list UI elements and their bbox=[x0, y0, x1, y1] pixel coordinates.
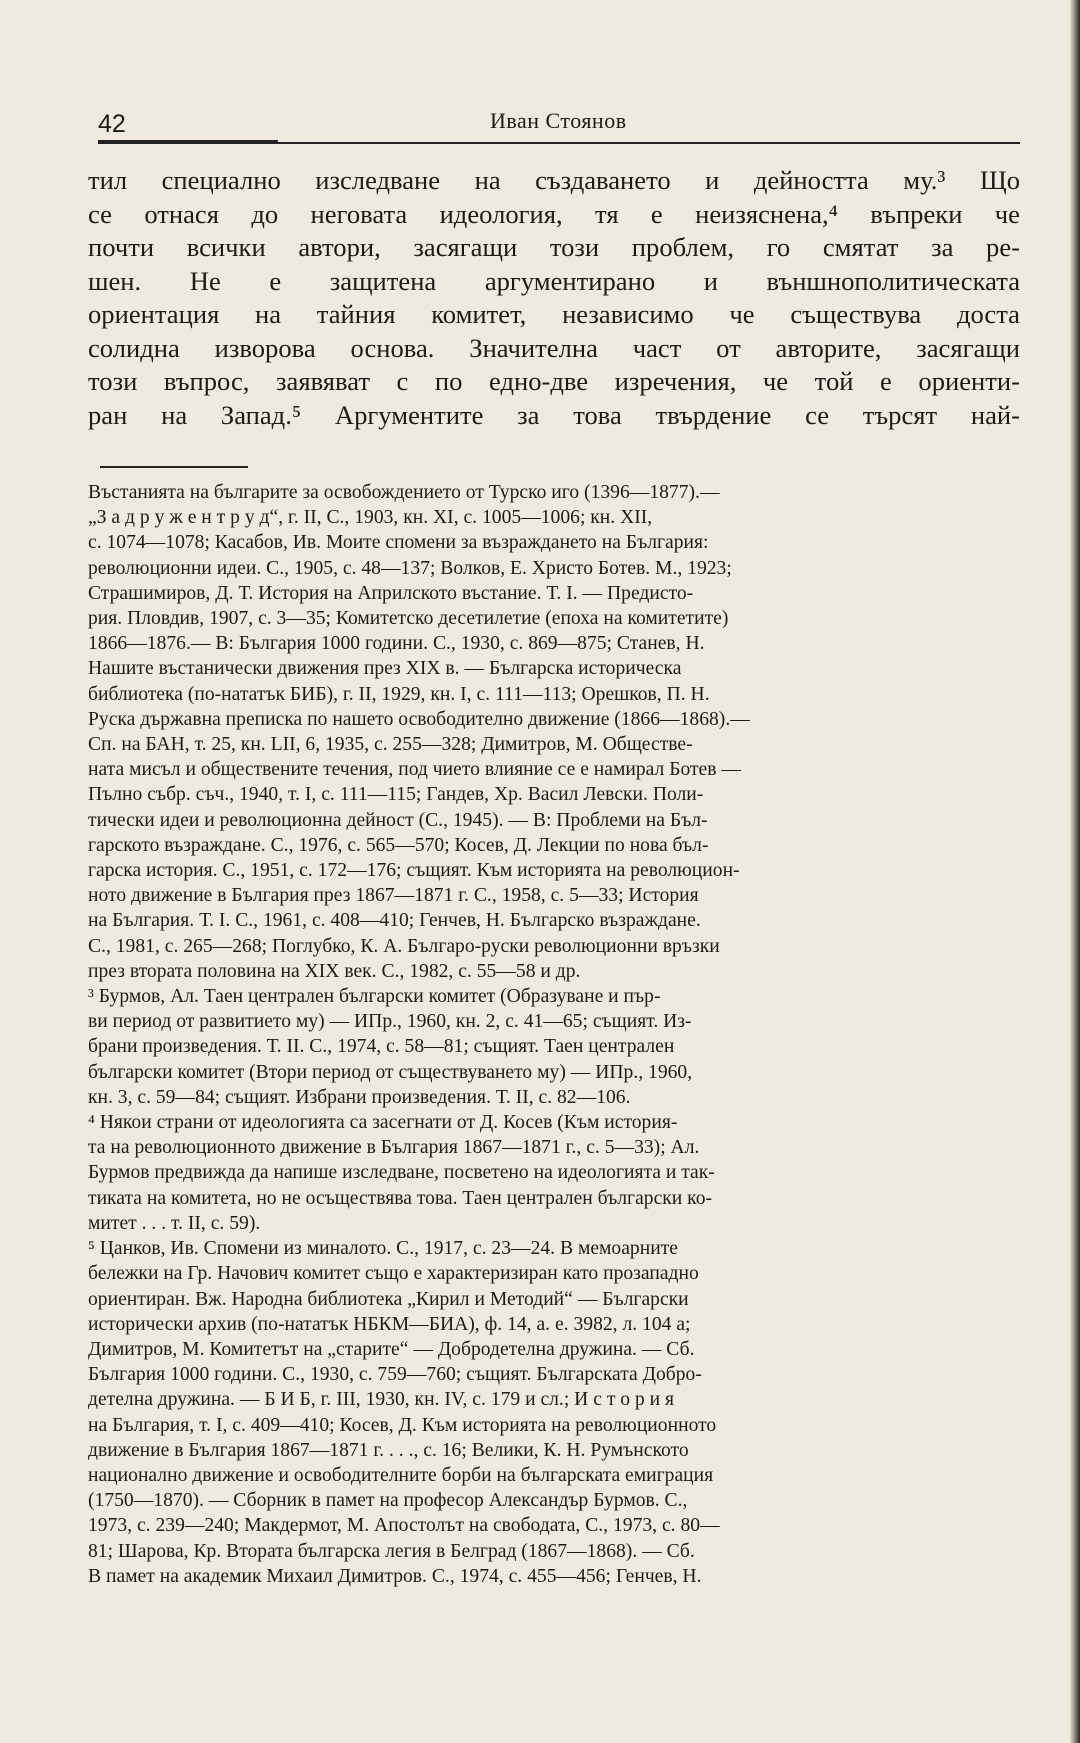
footnote-line: 81; Шарова, Кр. Втората българска легия в Белград (1867—1868). — Сб. bbox=[88, 1540, 695, 1562]
footnote-line: брани произведения. Т. II. С., 1974, с. 58—81; същият. Таен централен bbox=[88, 1036, 675, 1058]
footnote-line: ната мисъл и обществените течения, под чието влияние се е намирал Ботев — bbox=[88, 759, 741, 781]
footnote-line: (1750—1870). — Сборник в памет на професор Александър Бурмов. С., bbox=[88, 1490, 688, 1512]
body-line: шен. Не е защитена аргументирано и външнополитическата bbox=[88, 265, 1020, 296]
footnote-line: тически идеи и революционна дейност (С., 1945). — В: Проблеми на Бъл- bbox=[88, 809, 708, 831]
footnote-line: на България. Т. I. С., 1961, с. 408—410; Генчев, Н. Българско възраждане. bbox=[88, 910, 701, 932]
body-line: тил специално изследване на създаването и дейността му.³ Що bbox=[88, 165, 1020, 195]
footnote-line: библиотека (по-нататък БИБ), г. II, 1929, кн. I, с. 111—113; Орешков, П. Н. bbox=[88, 683, 710, 705]
footnote-line: ориентиран. Вж. Народна библиотека „Кирил и Методий“ — Български bbox=[88, 1288, 689, 1310]
footnote-line: гарска история. С., 1951, с. 172—176; същият. Към историята на революцион- bbox=[88, 860, 740, 882]
page-header bbox=[98, 100, 1020, 140]
body-line: ориентация на тайния комитет, независимо че съществува доста bbox=[88, 299, 1020, 329]
footnote-line: тиката на комитета, но не осъществява това. Таен централен български ко- bbox=[88, 1187, 713, 1209]
footnote-line: кн. 3, с. 59—84; същият. Избрани произведения. Т. II, с. 82—106. bbox=[88, 1086, 631, 1108]
page-edge-shadow bbox=[1070, 0, 1080, 1743]
footnote-line: ното движение в България през 1867—1871 г. С., 1958, с. 5—33; История bbox=[88, 885, 699, 907]
footnote-line: 1973, с. 239—240; Макдермот, М. Апостолът на свободата, С., 1973, с. 80— bbox=[88, 1515, 720, 1537]
footnote-line: рия. Пловдив, 1907, с. 3—35; Комитетско десетилетие (епоха на комитетите) bbox=[88, 608, 729, 630]
footnote-line: С., 1981, с. 265—268; Поглубко, К. А. Българо-руски революционни връзки bbox=[88, 935, 720, 957]
body-line: солидна изворова основа. Значителна част от авторите, засягащи bbox=[88, 332, 1020, 363]
footnote-line: ⁵ Цанков, Ив. Спомени из миналото. С., 1917, с. 23—24. В мемоарните bbox=[88, 1238, 678, 1260]
footnote-line: митет . . . т. II, с. 59). bbox=[88, 1212, 261, 1234]
footnote-line: България 1000 години. С., 1930, с. 759—760; същият. Българската Добро- bbox=[88, 1364, 702, 1386]
body-line: ран на Запад.⁵ Аргументите за това твърдение се търсят най- bbox=[88, 399, 1020, 430]
body-line: се отнася до неговата идеология, тя е неизяснена,⁴ въпреки че bbox=[88, 198, 1020, 229]
footnote-line: национално движение и освободителните борби на българската емиграция bbox=[88, 1464, 714, 1486]
footnote-line: Страшимиров, Д. Т. История на Априлското въстание. Т. I. — Предисто- bbox=[88, 582, 694, 604]
footnote-line: български комитет (Втори период от съществуването му) — ИПр., 1960, bbox=[88, 1061, 693, 1083]
footnote-line: на България, т. I, с. 409—410; Косев, Д. Към историята на революционното bbox=[88, 1414, 717, 1436]
footnote-line: Бурмов предвижда да напише изследване, посветено на идеологията и так- bbox=[88, 1162, 715, 1184]
footnote-line: Пълно събр. съч., 1940, т. I, с. 111—115; Гандев, Хр. Васил Левски. Поли- bbox=[88, 784, 704, 806]
footnote-line: ³ Бурмов, Ал. Таен централен български комитет (Образуване и пър- bbox=[88, 986, 661, 1008]
footnote-line: движение в България 1867—1871 г. . . ., с. 16; Велики, К. Н. Румънското bbox=[88, 1439, 689, 1461]
footnote-line: 1866—1876.— В: България 1000 години. С., 1930, с. 869—875; Станев, Н. bbox=[88, 633, 705, 655]
footnote-line: бележки на Гр. Начович комитет също е характеризиран като прозападно bbox=[88, 1263, 699, 1285]
footnote-line: Въстанията на българите за освобождението от Турско иго (1396—1877).— bbox=[88, 482, 720, 503]
body-line: почти всички автори, засягащи този проблем, го смятат за ре- bbox=[88, 232, 1020, 262]
footnote-line: революционни идеи. С., 1905, с. 48—137; Волков, Е. Христо Ботев. М., 1923; bbox=[88, 557, 732, 579]
footnote-line: ви период от развитието му) — ИПр., 1960, кн. 2, с. 41—65; същият. Из- bbox=[88, 1011, 692, 1033]
footnote-line: та на революционното движение в България 1867—1871 г., с. 5—33); Ал. bbox=[88, 1137, 700, 1159]
footnote-line: ⁴ Някои страни от идеологията са засегнати от Д. Косев (Към история- bbox=[88, 1112, 678, 1134]
footnote-line: през втората половина на XIX век. С., 1982, с. 55—58 и др. bbox=[88, 960, 581, 982]
footnotes bbox=[88, 480, 1020, 1589]
footnote-line: В памет на академик Михаил Димитров. С., 1974, с. 455—456; Генчев, Н. bbox=[88, 1565, 702, 1587]
header-rule bbox=[98, 142, 1020, 144]
footnote-line: гарското възраждане. С., 1976, с. 565—570; Косев, Д. Лекции по нова бъл- bbox=[88, 834, 709, 856]
running-head: Иван Стоянов bbox=[490, 108, 627, 133]
body-line: този въпрос, заявяват с по едно-две изречения, че той е ориенти- bbox=[88, 366, 1020, 396]
main-text bbox=[88, 164, 1020, 432]
footnote-line: детелна дружина. — Б И Б, г. III, 1930, кн. IV, с. 179 и сл.; И с т о р и я bbox=[88, 1389, 675, 1411]
footnote-line: „З а д р у ж е н т р у д“, г. II, С., 1903, кн. XI, с. 1005—1006; кн. XII, bbox=[88, 507, 653, 529]
footnote-line: исторически архив (по-нататък НБКМ—БИА), ф. 14, а. е. 3982, л. 104 а; bbox=[88, 1313, 691, 1335]
footnote-line: Димитров, М. Комитетът на „старите“ — Добродетелна дружина. — Сб. bbox=[88, 1338, 695, 1360]
footnote-separator bbox=[100, 466, 248, 468]
page-number: 42 bbox=[98, 110, 126, 138]
footnote-line: с. 1074—1078; Касабов, Ив. Моите спомени за възраждането на България: bbox=[88, 532, 709, 554]
footnote-line: Руска държавна преписка по нашето освободително движение (1866—1868).— bbox=[88, 708, 750, 730]
footnote-line: Нашите въстанически движения през XIX в. — Българска историческа bbox=[88, 658, 682, 680]
footnote-line: Сп. на БАН, т. 25, кн. LII, 6, 1935, с. 255—328; Димитров, М. Обществе- bbox=[88, 734, 693, 756]
